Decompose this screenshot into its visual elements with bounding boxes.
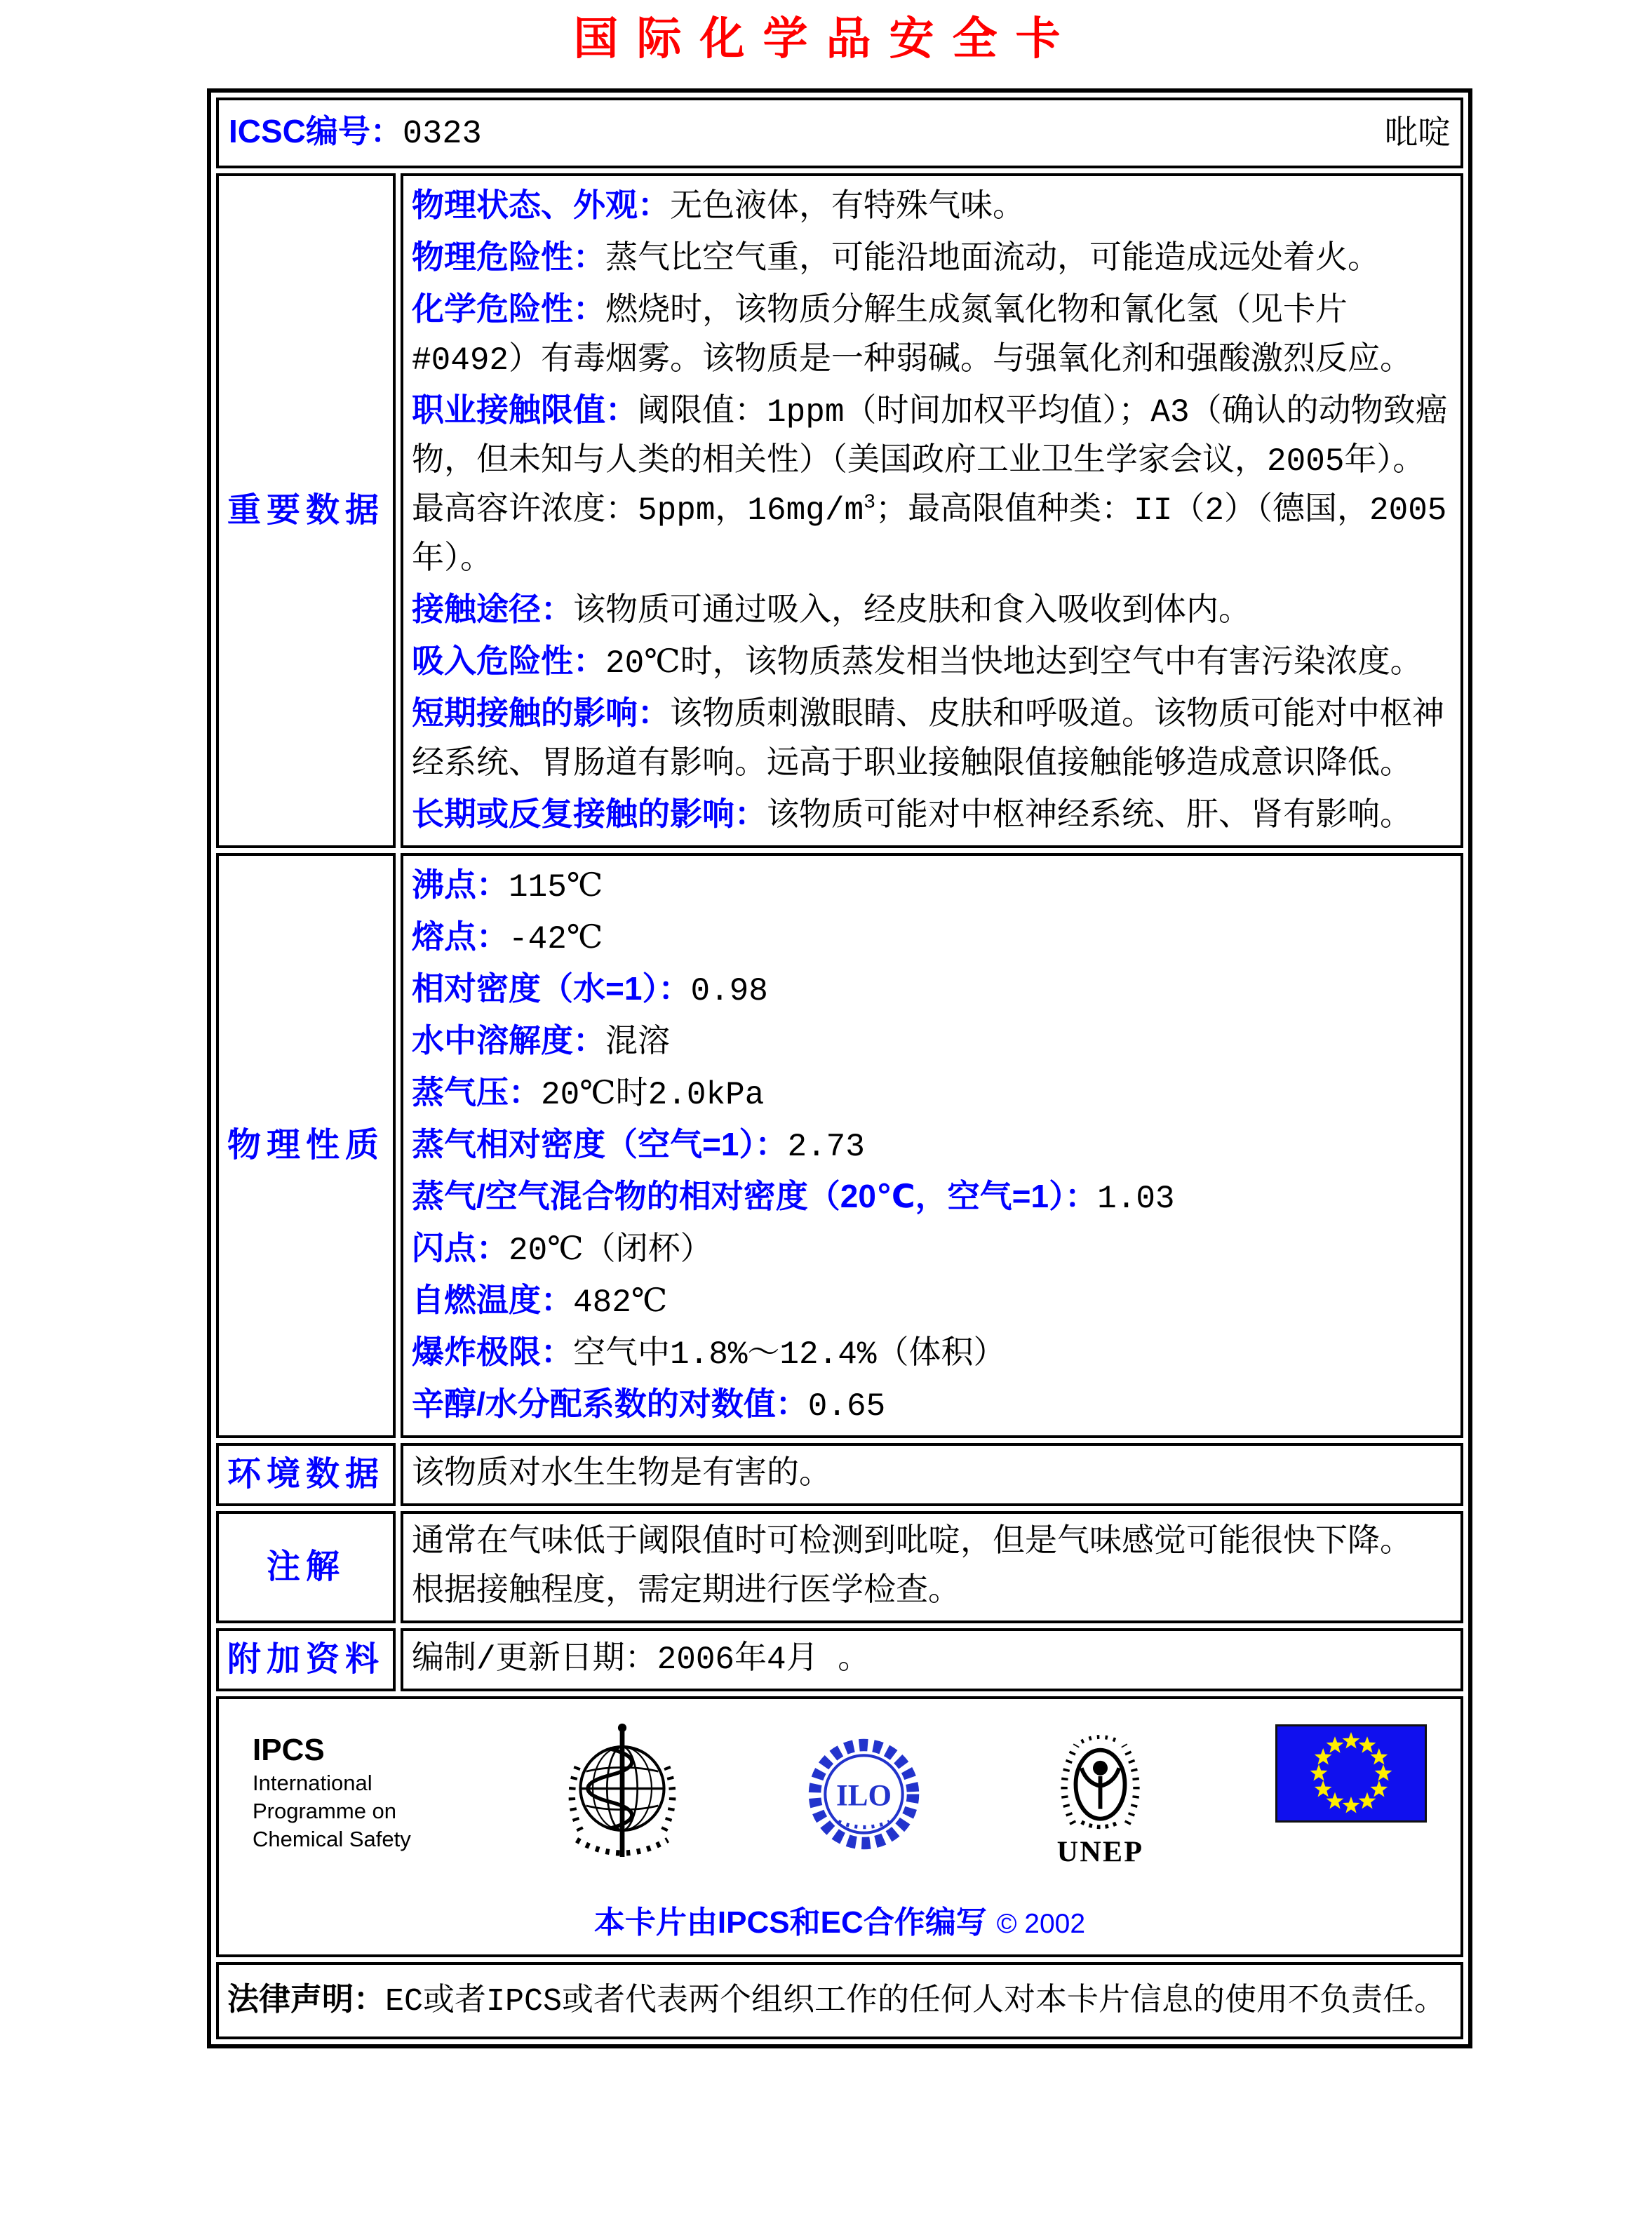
cooperation-caption <box>233 1897 1446 1942</box>
legal-label: 法律声明： <box>227 1981 386 2017</box>
field-label: 化学危险性： <box>412 290 605 327</box>
field-label: 物理危险性： <box>412 239 605 275</box>
unep-logo-icon <box>1039 1715 1162 1872</box>
field-text: 该物质刺激眼睛、皮肤和呼吸道。该物质可能对中枢神经系统、胃肠道有影响。远高于职业接触限值接触能够造成意识降低。 <box>412 697 1444 783</box>
field-text: 0.98 <box>690 973 768 1009</box>
field-label: 水中溶解度： <box>412 1022 605 1059</box>
section-label-notes: 注解 <box>216 1511 396 1623</box>
field-label: 短期接触的影响： <box>412 695 670 731</box>
field-text: 482℃ <box>573 1284 668 1321</box>
section-content-physical-properties <box>401 853 1463 1438</box>
field-text: 编制/更新日期：2006年4月 。 <box>412 1642 871 1678</box>
chemical-name: 吡啶 <box>1385 114 1451 152</box>
icsc-number-value: 0323 <box>402 116 482 153</box>
section-label-additional-information: 附加资料 <box>216 1628 396 1691</box>
section-row-physical-properties <box>216 853 1463 1438</box>
field-text: 阈限值：1ppm（时间加权平均值）；A3（确认的动物致癌物，但未知与人类的相关性）（美国政府工业卫生学家会议，2005年）。最高容许浓度：5ppm，16mg/m <box>412 394 1448 529</box>
field-label: 沸点： <box>412 866 509 903</box>
paragraph <box>412 1327 1452 1379</box>
legal-cell <box>216 1962 1463 2039</box>
field-label: 熔点： <box>412 918 509 955</box>
ipcs-line: Programme on <box>253 1799 397 1823</box>
paragraph <box>412 1379 1452 1431</box>
eu-flag-icon <box>1275 1724 1427 1823</box>
field-label: 物理状态、外观： <box>412 187 670 223</box>
ilo-logo-icon <box>803 1719 925 1870</box>
section-row-additional-information <box>216 1628 1463 1691</box>
paragraph <box>412 584 1452 636</box>
field-text: 20℃（闭杯） <box>509 1233 713 1269</box>
paragraph <box>412 1635 1452 1684</box>
page-title: 国际化学品安全卡 <box>573 13 1079 64</box>
field-label: 蒸气压： <box>412 1074 541 1110</box>
paragraph <box>412 1172 1452 1223</box>
field-text: 混溶 <box>605 1025 670 1061</box>
paragraph <box>412 860 1452 912</box>
paragraph <box>412 1450 1452 1499</box>
field-label: 吸入危险性： <box>412 643 605 679</box>
icsc-table <box>211 93 1468 2044</box>
ipcs-block <box>253 1715 442 1853</box>
legal-row <box>216 1962 1463 2039</box>
paragraph <box>412 1567 1452 1616</box>
unep-label: UNEP <box>1056 1836 1144 1869</box>
section-label-physical-properties: 物理性质 <box>216 853 396 1438</box>
field-text: 通常在气味低于阈限值时可检测到吡啶，但是气味感觉可能很快下降。 <box>412 1524 1412 1561</box>
field-label: 职业接触限值： <box>412 391 638 428</box>
paragraph <box>412 232 1452 284</box>
section-row-important-data <box>216 173 1463 848</box>
field-text: 根据接触程度，需定期进行医学检查。 <box>412 1574 960 1610</box>
paragraph <box>412 1016 1452 1068</box>
field-text: 蒸气比空气重，可能沿地面流动，可能造成远处着火。 <box>605 241 1380 278</box>
legal-text: EC或者IPCS或者代表两个组织工作的任何人对本卡片信息的使用不负责任。 <box>385 1984 1446 2020</box>
paragraph <box>412 180 1452 232</box>
field-label: 闪点： <box>412 1230 509 1266</box>
field-text: 燃烧时，该物质分解生成氮氧化物和氰化氢（见卡片#0492）有毒烟雾。该物质是一种弱碱。与强氧化剂和强酸激烈反应。 <box>412 293 1413 379</box>
section-label-important-data: 重要数据 <box>216 173 396 848</box>
who-logo-icon <box>556 1715 689 1876</box>
field-label: 自燃温度： <box>412 1282 573 1318</box>
field-text: 无色液体，有特殊气味。 <box>670 189 1025 226</box>
ilo-label: ILO <box>836 1779 892 1813</box>
cooperation-text: 本卡片由IPCS和EC合作编写 <box>593 1905 987 1940</box>
logos-row <box>216 1696 1463 1957</box>
paragraph <box>412 1518 1452 1567</box>
field-text: 空气中1.8%～12.4%（体积） <box>573 1336 1006 1373</box>
field-text: 3 <box>864 490 876 514</box>
field-text: 0.65 <box>807 1388 886 1425</box>
paragraph <box>412 789 1452 841</box>
field-text: 该物质对水生生物是有害的。 <box>412 1456 831 1493</box>
field-text: 2.73 <box>787 1129 865 1165</box>
paragraph <box>412 964 1452 1016</box>
paragraph <box>412 912 1452 964</box>
paragraph <box>412 284 1452 385</box>
field-text: 1.03 <box>1097 1181 1175 1217</box>
paragraph <box>412 688 1452 789</box>
field-text: -42℃ <box>509 921 603 958</box>
section-content-important-data <box>401 173 1463 848</box>
field-text: ；最高限值种类：II（2）（德国，2005年）。 <box>412 492 1447 578</box>
field-label: 蒸气相对密度（空气=1）： <box>412 1126 788 1162</box>
section-label-environmental-data: 环境数据 <box>216 1443 396 1506</box>
paragraph <box>412 1068 1452 1120</box>
section-content-additional-information <box>401 1628 1463 1691</box>
field-text: 115℃ <box>509 869 603 906</box>
logos-cell <box>216 1696 1463 1957</box>
ipcs-line: Chemical Safety <box>253 1827 411 1851</box>
header-cell <box>216 98 1463 168</box>
field-label: 相对密度（水=1）： <box>412 970 691 1007</box>
field-label: 接触途径： <box>412 591 573 627</box>
section-content-notes <box>401 1511 1463 1623</box>
paragraph <box>412 1120 1452 1172</box>
section-row-notes <box>216 1511 1463 1623</box>
paragraph <box>412 385 1452 584</box>
paragraph <box>412 1275 1452 1327</box>
copyright-text: © 2002 <box>996 1909 1086 1939</box>
icsc-card <box>207 88 1472 2048</box>
field-label: 辛醇/水分配系数的对数值： <box>412 1385 808 1422</box>
field-text: 20℃时2.0kPa <box>541 1077 765 1113</box>
ipcs-line: International <box>253 1771 372 1795</box>
paragraph <box>412 636 1452 688</box>
header-row <box>216 98 1463 168</box>
section-content-environmental-data <box>401 1443 1463 1506</box>
field-label: 爆炸极限： <box>412 1334 573 1370</box>
section-row-environmental-data <box>216 1443 1463 1506</box>
ipcs-acronym: IPCS <box>253 1733 325 1767</box>
field-label: 蒸气/空气混合物的相对密度（20℃，空气=1）： <box>412 1178 1098 1214</box>
icsc-number-label: ICSC编号： <box>229 113 403 149</box>
paragraph <box>412 1223 1452 1275</box>
field-text: 该物质可能对中枢神经系统、肝、肾有影响。 <box>767 798 1412 835</box>
icsc-number-group <box>229 112 482 154</box>
field-text: 20℃时，该物质蒸发相当快地达到空气中有害污染浓度。 <box>605 645 1423 682</box>
field-label: 长期或反复接触的影响： <box>412 796 767 832</box>
field-text: 该物质可通过吸入，经皮肤和食入吸收到体内。 <box>573 593 1251 630</box>
